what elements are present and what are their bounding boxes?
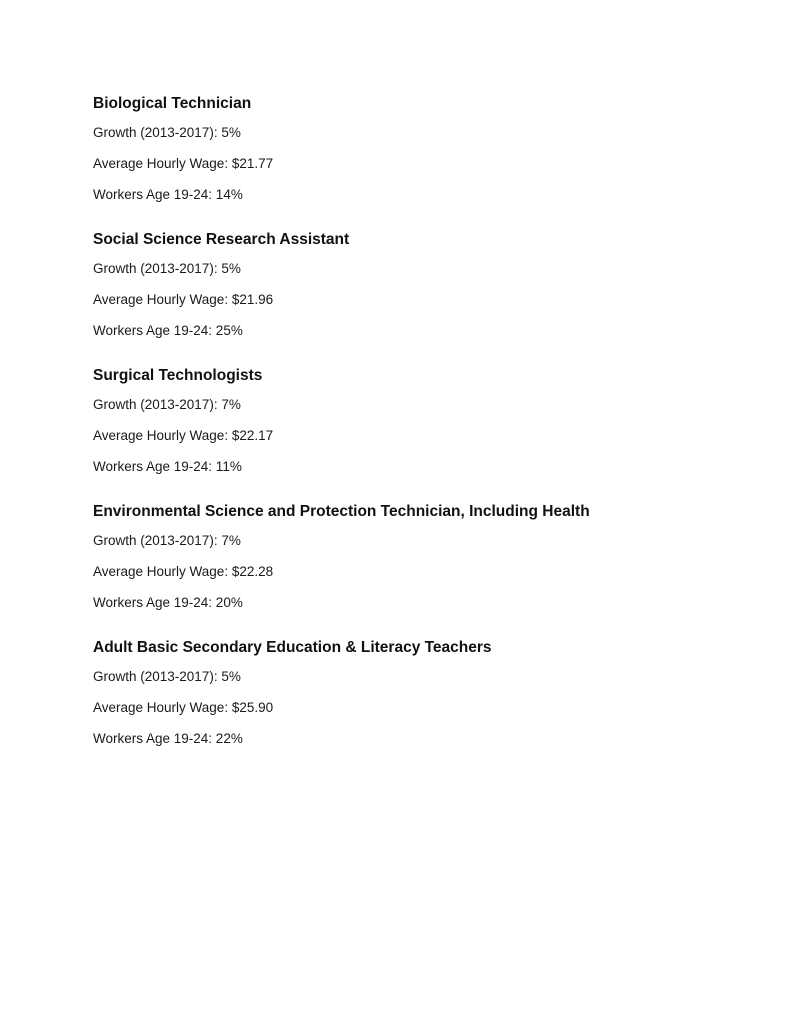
job-title: Surgical Technologists (93, 367, 263, 384)
job-workers-age: Workers Age 19-24: 14% (93, 187, 243, 202)
job-growth: Growth (2013-2017): 5% (93, 125, 241, 140)
job-growth: Growth (2013-2017): 7% (93, 533, 241, 548)
job-title: Social Science Research Assistant (93, 231, 350, 248)
job-growth: Growth (2013-2017): 5% (93, 261, 241, 276)
job-workers-age: Workers Age 19-24: 20% (93, 595, 243, 610)
job-entry-adult-education-teachers (93, 638, 733, 748)
job-wage: Average Hourly Wage: $22.17 (93, 428, 274, 443)
job-wage: Average Hourly Wage: $21.77 (93, 156, 274, 171)
job-growth: Growth (2013-2017): 7% (93, 397, 241, 412)
job-workers-age: Workers Age 19-24: 25% (93, 323, 243, 338)
job-growth: Growth (2013-2017): 5% (93, 669, 241, 684)
job-entry-environmental-science-technician (93, 502, 733, 612)
job-list (93, 94, 733, 774)
job-title: Adult Basic Secondary Education & Literacy Teachers (93, 639, 492, 656)
job-wage: Average Hourly Wage: $25.90 (93, 700, 274, 715)
job-entry-biological-technician (93, 94, 733, 204)
job-entry-social-science-research-assistant (93, 230, 733, 340)
job-workers-age: Workers Age 19-24: 22% (93, 731, 243, 746)
job-entry-surgical-technologists (93, 366, 733, 476)
job-wage: Average Hourly Wage: $22.28 (93, 564, 274, 579)
job-title: Environmental Science and Protection Technician, Including Health (93, 503, 590, 520)
job-title: Biological Technician (93, 95, 252, 112)
job-workers-age: Workers Age 19-24: 11% (93, 459, 242, 474)
job-wage: Average Hourly Wage: $21.96 (93, 292, 274, 307)
